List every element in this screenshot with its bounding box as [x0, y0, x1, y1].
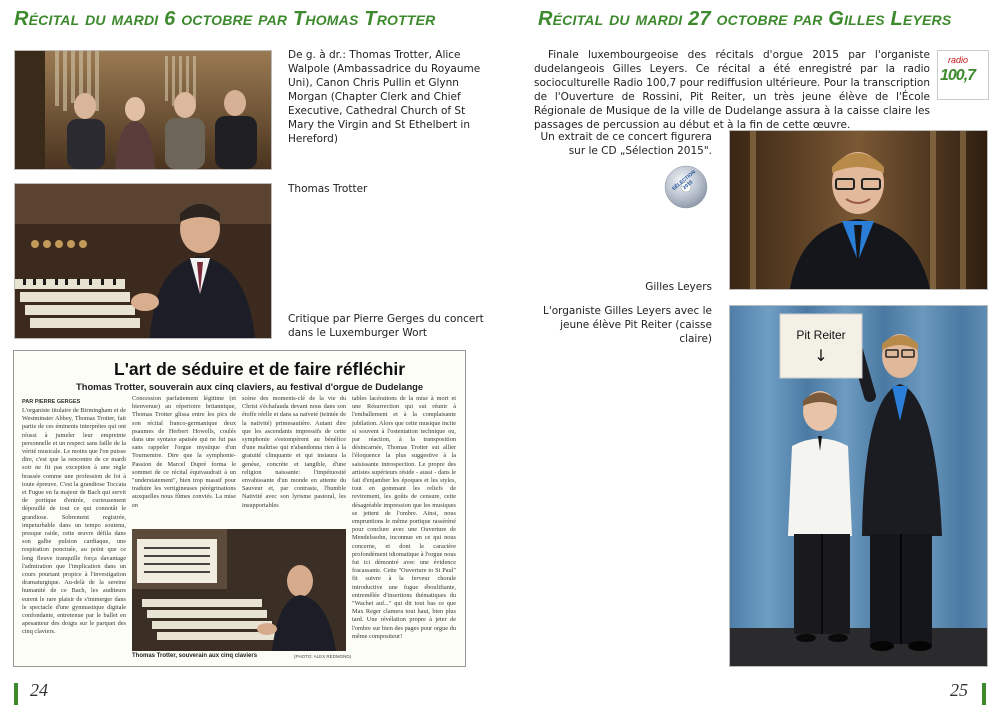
group-photo-image	[15, 51, 271, 169]
leyers-reiter-caption: L'organiste Gilles Leyers avec le jeune élève Pit Reiter (caisse claire)	[542, 305, 712, 345]
news-column-1: L'organiste titulaire de Birmingham et de Westminster Abbey, Thomas Trotter, fait partie de ces éminents interprètes qui ont réussi à jumeler leur empreinte personnelle et un respect sans faille de la vérité musicale. Le moins que l'on puisse dire, c'est que la rencontre de ce mardi soir ne fit pas exception à une règle brassée comme une profession de foi à toute épreuve. C'est la grandiose Toccata et Fugue en fa majeur de Bach qui servit de portique d'entrée, curieusement dépouillé de tout ce qui connotât le grandiose. Sobrement registrée, impeturbable dans un tempo soutenu, presque raide, cette œuvre défila dans son galbe pulsion cardiaque, une respiration ponctuée, au point que ce long fleuve tranquille força davantage l'admiration que l'implication dans un cours pourtant propice à l'investigation dramaturgique. Au-delà de la sereine humanité de ce Bach, les auditeurs eurent le rare plaisir de s'immerger dans le spectacle d'une gymnastique digitale confondante, entretenue par le ballet en apesanteur des doigts sur le parquet des cinq claviers.	[22, 407, 126, 636]
news-photo-caption: Thomas Trotter, souverain aux cinq claviers	[132, 653, 258, 659]
right-green-bar	[982, 683, 986, 705]
trotter-caption: Thomas Trotter	[288, 183, 368, 195]
sign-text: Pit Reiter	[796, 328, 846, 342]
trotter-photo-image	[15, 184, 271, 338]
news-column-2: Concession parfaitement légitime (et bienvenue) au répertoire britannique, Thomas Trotter glissa entre les pics de son récital franco-germanique deux psaumes de Herbert Howells, coulés dans une syntaxe apaisée qui ne fut pas sans rappeler l'orgue mystique d'un Tournemire. Dire que la symphonie-Passion de Marcel Dupré forma le sommet de ce récital équivaudrait à un "understatement", bien trop massif pour traduire les vertigineuses pérégrinations auxquelles nous fûmes conviés. La mise en	[132, 395, 236, 509]
news-byline: PAR PIERRE GERGES	[22, 399, 81, 405]
leyers-caption: Gilles Leyers	[645, 281, 712, 293]
cd-caption: Un extrait de ce concert figurera sur le CD „Sélection 2015".	[540, 131, 712, 157]
sign-arrow-icon: ↓	[814, 346, 828, 365]
cd-label: SÉLECTION 2015	[671, 169, 697, 193]
leyers-reiter-photo	[729, 305, 988, 667]
news-column-3: scène des moments-clé de la vie du Christ s'échafauda devant nous dans son étoffe réelle et dans sa naïveté (teintée de la nativité) primesautière. Autant dire que les ascendants impressifs de cette symphonie s'estompèrent au bénéfice d'une maîtrise qui n'abandonna rien à la gratuité clinquante et qui instaura la genèse, concrète et tangible, d'une religion naissante: l'impétuosité envahissante d'un monde en attente du Sauveur et, par contraste, l'humble Nativité avec son lyrisme pastoral, les insupportables	[242, 395, 346, 509]
trotter-photo	[14, 183, 272, 339]
left-page-number: 24	[30, 680, 48, 700]
left-green-bar	[14, 683, 18, 705]
radio-logo-big: 100,7	[940, 67, 976, 84]
leyers-portrait-image	[730, 131, 987, 289]
radio-logo-small: radio	[948, 55, 969, 65]
news-column-4: tables lacérations de la mise à mort et une Résurrection qui sut réunir à l'emballement et à la complaisante jubilation. Alors que cette musique incite si souvent à l'ostentation technique ou, par réaction, à la transposition désincarnée, Thomas Trotter sut allier l'éloquence la plus suggestive à la saisissante introspection. Le propre des artistes supérieurs réside - aussi - dans le fait d'enjamber les époques et les styles, tout en gommant les reliefs de revirement, les goûts de censure, cette désagréable impression que les musiques se jettent de l'ombre. Ainsi, nous empruntions le même portique rassérèné pour conclure avec une Ouverture de Mendelssohn, inconnue en ce qui nous concerne, et dont le caractère profondément idiomatique à l'orgue nous fut ici démontré avec une évidence fracassante. Cette "Ouverture to St Paul" fit suivre à la ferveur chorale introductive une fugue éboulifiante, entremêlée d'insertions thématiques du "Wachet auf..." qui dit tout bas ce que Max Reger clamera tout haut, bien plus tard. Une révélation propre à jeter de l'ombre sur bien des pages pour orgue du même compositeur!	[352, 395, 456, 640]
critique-caption: Critique par Pierre Gerges du concert dans le Luxemburger Wort	[288, 313, 484, 339]
news-photo	[132, 529, 346, 651]
leyers-portrait-photo	[729, 130, 988, 290]
right-page-title: Récital du mardi 27 octobre par Gilles Leyers	[538, 8, 952, 30]
news-photo-image	[132, 529, 346, 651]
news-headline: L'art de séduire et de faire réfléchir	[114, 359, 406, 379]
cd-icon	[664, 165, 708, 209]
right-intro-text: Finale luxembourgeoise des récitals d'orgue 2015 par l'organiste dudelangeois Gilles Leyers. Ce récital a été enregistré par la radio socioculturelle Radio 100,7 pour rediffusion ultérieure. Pour la transcription de l'Ouverture de Rossini, Pit Reiter, un très jeune élève de l'École Régionale de Musique de la ville de Dudelange assura à la caisse claire les passages de percussion au début et à la fin de cette œuvre.	[534, 49, 930, 131]
right-page-number: 25	[950, 680, 968, 700]
left-page-title: Récital du mardi 6 octobre par Thomas Trotter	[14, 8, 436, 30]
group-photo	[14, 50, 272, 170]
news-photo-credit: (PHOTO: ALEX REDMOND)	[294, 654, 352, 659]
radio-logo	[937, 50, 989, 100]
group-photo-caption: De g. à dr.: Thomas Trotter, Alice Walpole (Ambassadrice du Royaume Uni), Canon Chris Pullin et Glynn Morgan (Chapter Clerk and Chief Executive, Cathedral Church of St Mary the Virgin and St Ethelbert in Hereford)	[288, 49, 481, 145]
newspaper-clipping	[13, 350, 466, 667]
news-subheadline: Thomas Trotter, souverain aux cinq claviers, au festival d'orgue de Dudelange	[76, 381, 424, 392]
